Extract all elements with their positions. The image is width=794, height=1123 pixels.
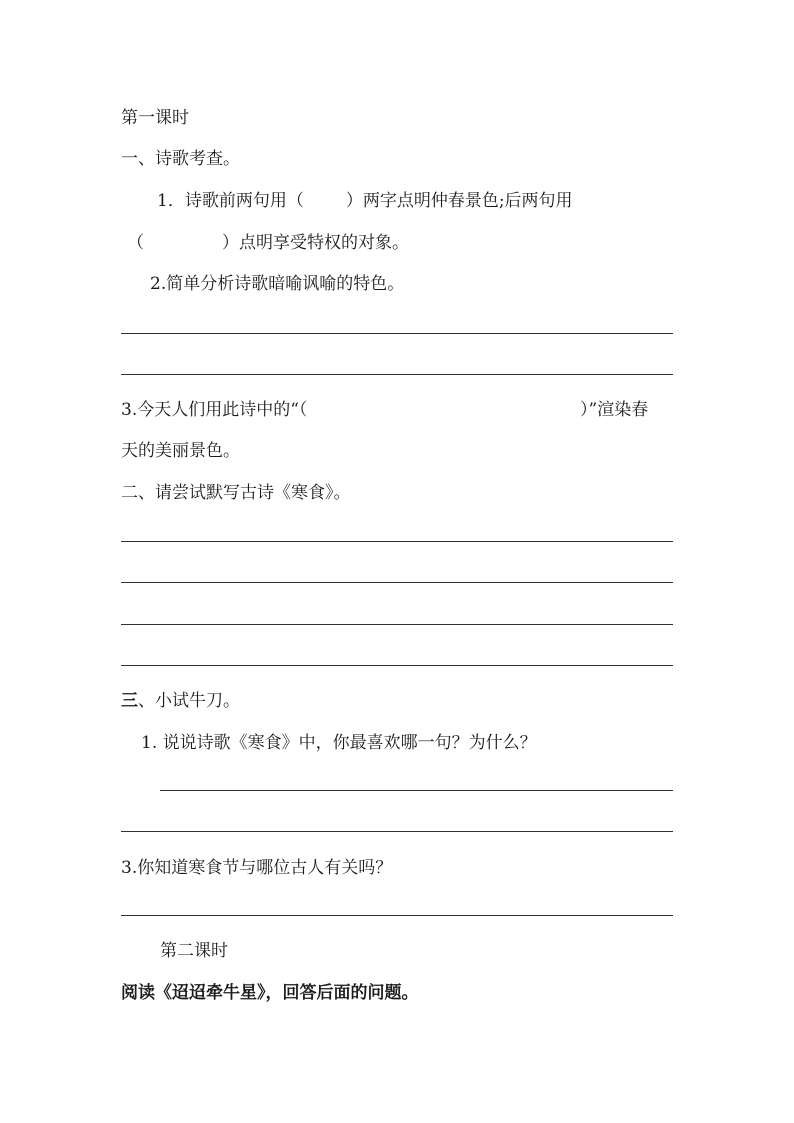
part1-q1-line1 xyxy=(157,190,573,212)
part1-q3-line1-start: 3.今天人们用此诗中的“（ xyxy=(121,400,308,420)
answer-line[interactable] xyxy=(160,790,673,791)
part1-q1-line2 xyxy=(127,232,409,254)
q1-text-b: ）两字点明仲春景色;后两句用 xyxy=(345,191,573,211)
part3-heading-number: 三 xyxy=(121,691,138,711)
answer-line[interactable] xyxy=(121,665,673,666)
q1-text-c: （ xyxy=(127,233,144,253)
part1-q2: 2.简单分析诗歌暗喻讽喻的特色。 xyxy=(150,274,405,294)
part3-heading xyxy=(121,690,240,712)
q1-text-a: 1．诗歌前两句用（ xyxy=(157,191,304,211)
answer-line[interactable] xyxy=(121,333,673,334)
answer-line[interactable] xyxy=(121,831,673,832)
lesson2-heading: 第二课时 xyxy=(160,941,228,961)
part1-heading: 一、诗歌考查。 xyxy=(121,149,240,169)
answer-line[interactable] xyxy=(121,582,673,583)
q1-text-d: ）点明享受特权的对象。 xyxy=(222,233,409,253)
lesson2-instruction: 阅读《迢迢牵牛星》，回答后面的问题。 xyxy=(121,983,419,1003)
part3-heading-text: 、小试牛刀。 xyxy=(138,691,240,711)
answer-line[interactable] xyxy=(121,374,673,375)
answer-line[interactable] xyxy=(121,624,673,625)
lesson1-heading: 第一课时 xyxy=(121,108,189,128)
q3-blank[interactable] xyxy=(350,399,575,421)
answer-line[interactable] xyxy=(121,541,673,542)
part3-q1: 1. 说说诗歌《寒食》中，你最喜欢哪一句？为什么？ xyxy=(141,733,537,753)
part1-q3-line2: 天的美丽景色。 xyxy=(121,441,240,461)
part3-q3: 3.你知道寒食节与哪位古人有关吗？ xyxy=(121,858,393,878)
part1-q3-line1-end: ）”渲染春 xyxy=(580,400,649,420)
answer-line[interactable] xyxy=(121,915,673,916)
part2-heading: 二、请尝试默写古诗《寒食》。 xyxy=(121,483,351,503)
